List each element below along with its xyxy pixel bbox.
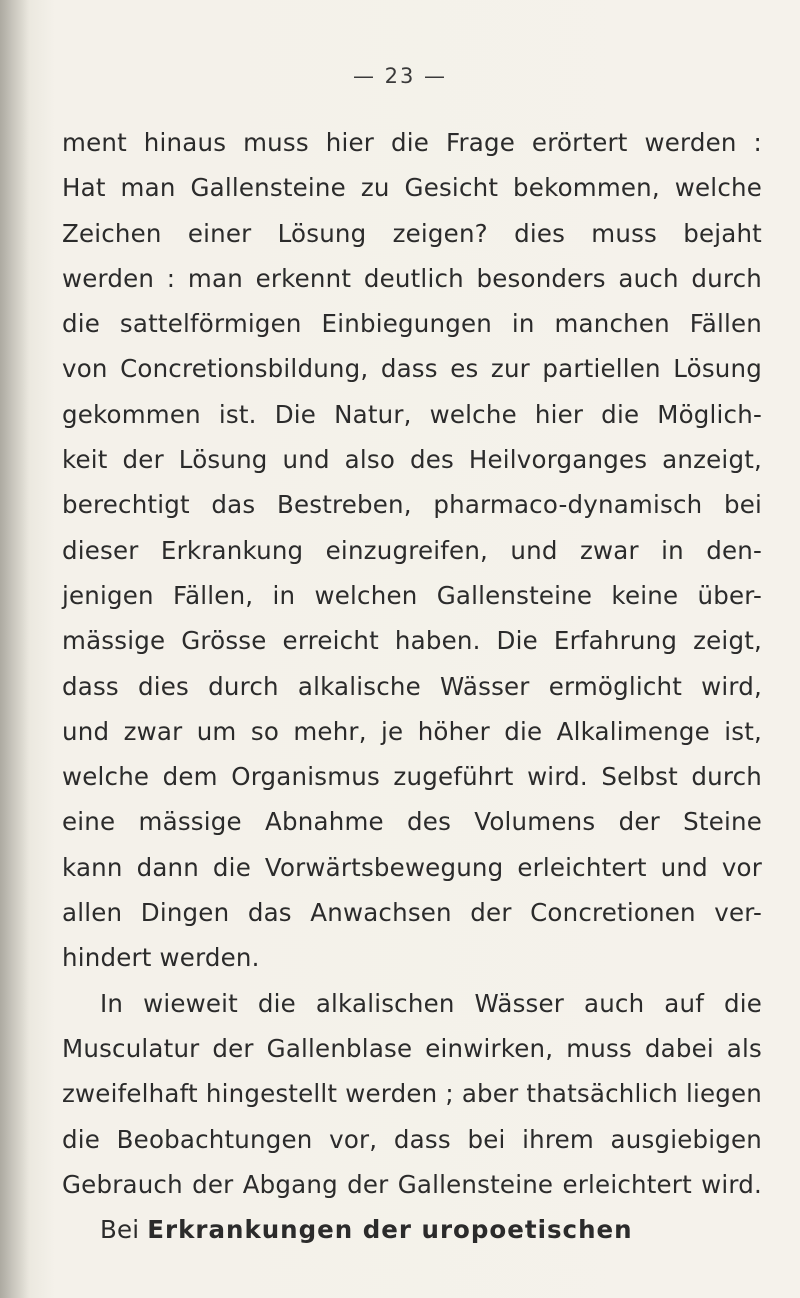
text-line: die sattelförmigen Einbiegungen in manchen Fällen — [62, 309, 762, 339]
text-line: In wieweit die alkalischen Wässer auch auf die — [100, 988, 762, 1018]
text-line: Hat man Gallensteine zu Gesicht bekommen, welche — [62, 173, 762, 203]
text-line: mässige Grösse erreicht haben. Die Erfahrung zeigt, — [62, 626, 762, 656]
text-line: zweifelhaft hingestellt werden ; aber thatsächlich liegen — [62, 1079, 762, 1109]
body-text — [62, 120, 762, 1252]
text-line: allen Dingen das Anwachsen der Concretionen ver- — [62, 898, 762, 928]
text-line: dass dies durch alkalische Wässer ermöglicht wird, — [62, 671, 762, 701]
text-line: gekommen ist. Die Natur, welche hier die Möglich- — [62, 399, 762, 429]
text-line: Gebrauch der Abgang der Gallensteine erleichtert wird. — [62, 1169, 762, 1199]
text-line: kann dann die Vorwärtsbewegung erleichtert und vor — [62, 852, 762, 882]
binding-shadow — [0, 0, 30, 1298]
text-line: eine mässige Abnahme des Volumens der Steine — [62, 807, 762, 837]
text-line: ment hinaus muss hier die Frage erörtert werden : — [62, 128, 762, 157]
heading-lead: Bei — [100, 1215, 148, 1245]
text-line: Musculatur der Gallenblase einwirken, muss dabei als — [62, 1033, 762, 1063]
page-number: — 23 — — [352, 64, 448, 88]
text-line: und zwar um so mehr, je höher die Alkalimenge ist, — [62, 716, 762, 746]
text-line: dieser Erkrankung einzugreifen, und zwar in den- — [62, 535, 762, 565]
text-line: Zeichen einer Lösung zeigen? dies muss bejaht — [62, 218, 762, 248]
text-line: berechtigt das Bestreben, pharmaco-dynamisch bei — [62, 490, 762, 520]
text-line: welche dem Organismus zugeführt wird. Selbst durch — [62, 762, 762, 792]
heading-emphasis: Erkrankungen der uropoetischen — [147, 1215, 633, 1245]
text-line: hindert werden. — [62, 943, 260, 973]
text-line: keit der Lösung und also des Heilvorganges anzeigt, — [62, 445, 762, 475]
text-line: werden : man erkennt deutlich besonders auch durch — [62, 263, 762, 293]
text-line: jenigen Fällen, in welchen Gallensteine keine über- — [62, 580, 762, 610]
text-line: die Beobachtungen vor, dass bei ihrem ausgiebigen — [62, 1124, 762, 1154]
section-heading-line — [62, 1207, 762, 1252]
text-line: von Concretionsbildung, dass es zur partiellen Lösung — [62, 354, 762, 384]
